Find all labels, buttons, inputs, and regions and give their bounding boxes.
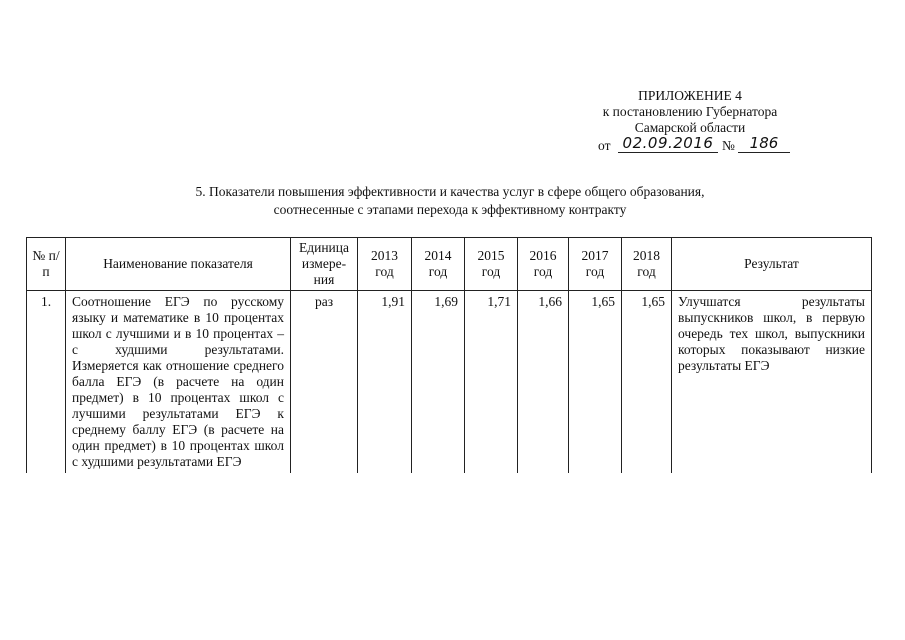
header-result: Результат (672, 238, 872, 291)
date-prefix: от (598, 138, 611, 153)
section-title-line1: 5. Показатели повышения эффективности и качества услуг в сфере общего образования, (195, 184, 705, 199)
row-value-2013: 1,91 (358, 291, 412, 474)
row-value-2015: 1,71 (465, 291, 518, 474)
header-num: № п/п (27, 238, 66, 291)
section-title-line2: соотнесенные с этапами перехода к эффективному контракту (273, 202, 627, 217)
row-value-2018: 1,65 (622, 291, 672, 474)
row-indicator-name: Соотношение ЕГЭ по русскому языку и математике в 10 процентах школ с лучшими и в 10 процентах – с худшими результатами. Измеряется как отношение среднего балла ЕГЭ (в расчете на один предмет) в 10 процентах школ с лучшими результатами ЕГЭ к среднему баллу ЕГЭ (в расчете на один предмет) в 10 процентах школ с худшими результатами ЕГЭ (66, 291, 291, 474)
header-year-2017: 2017 год (569, 238, 622, 291)
row-value-2014: 1,69 (412, 291, 465, 474)
decree-date: 02.09.2016 (618, 135, 718, 153)
row-unit: раз (291, 291, 358, 474)
row-value-2017: 1,65 (569, 291, 622, 474)
number-prefix: № (722, 138, 735, 153)
table-row (27, 291, 872, 474)
row-result: Улучшатся результаты выпускников школ, в первую очередь тех школ, выпускники которых показывают низкие результаты ЕГЭ (672, 291, 872, 474)
header-year-2018: 2018 год (622, 238, 672, 291)
decree-date-line (560, 136, 820, 156)
header-year-2015: 2015 год (465, 238, 518, 291)
appendix-decree-ref: к постановлению Губернатора (602, 104, 778, 119)
row-value-2016: 1,66 (518, 291, 569, 474)
row-num: 1. (27, 291, 66, 474)
header-year-2014: 2014 год (412, 238, 465, 291)
table-header-row (27, 238, 872, 291)
header-year-2016: 2016 год (518, 238, 569, 291)
header-name: Наименование показателя (66, 238, 291, 291)
appendix-title: ПРИЛОЖЕНИЕ 4 (638, 88, 742, 103)
appendix-region: Самарской области (634, 120, 746, 135)
header-year-2013: 2013 год (358, 238, 412, 291)
section-title (90, 183, 810, 219)
appendix-block (560, 88, 820, 156)
decree-number: 186 (738, 135, 790, 153)
indicators-table (26, 237, 872, 473)
header-unit: Единица измере-ния (291, 238, 358, 291)
